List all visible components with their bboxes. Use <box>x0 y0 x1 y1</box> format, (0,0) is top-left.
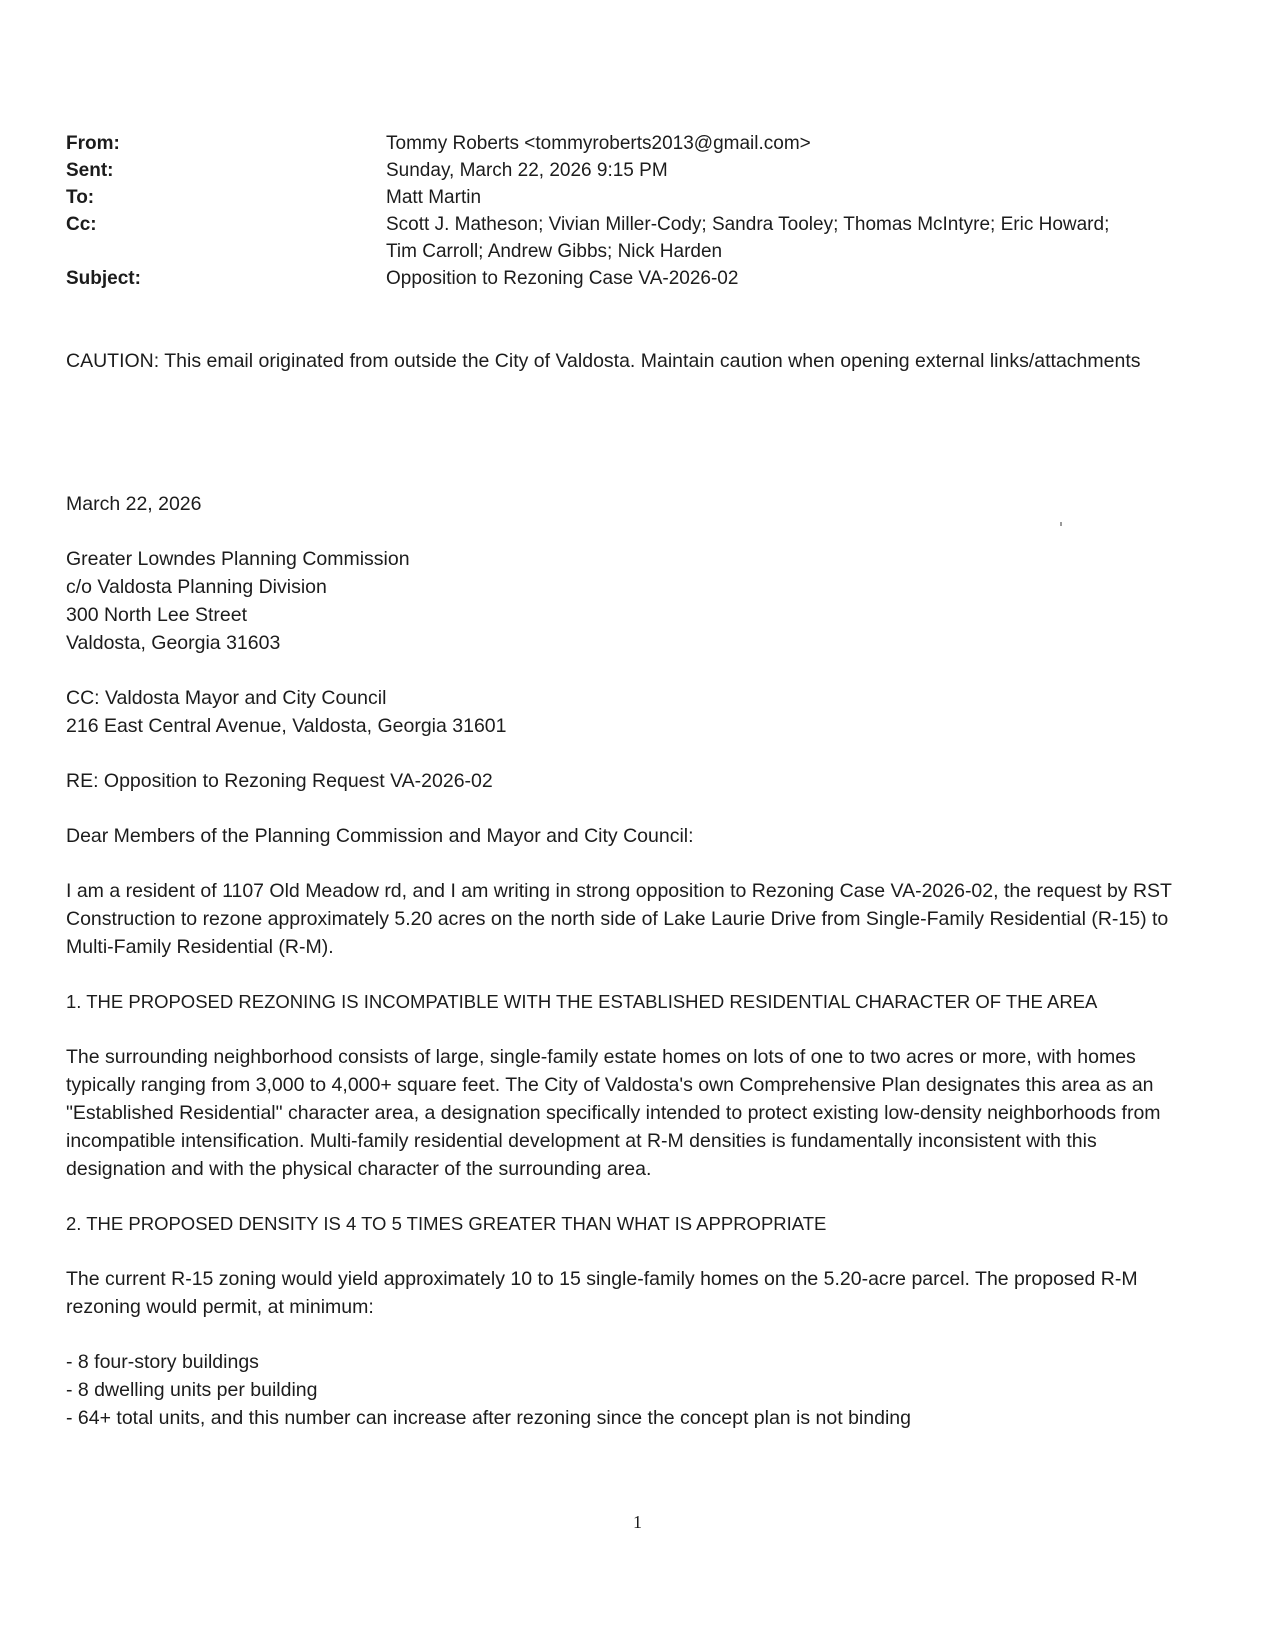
section1-heading: 1. THE PROPOSED REZONING IS INCOMPATIBLE WITH THE ESTABLISHED RESIDENTIAL CHARACTER OF THE AREA <box>66 991 1098 1012</box>
list-item: - 8 dwelling units per building <box>66 1379 318 1401</box>
re-line: RE: Opposition to Rezoning Request VA-2026-02 <box>66 770 493 792</box>
email-header <box>66 130 1186 292</box>
sent-row <box>66 157 1186 184</box>
recipient-address <box>66 545 1196 657</box>
cc-line: 216 East Central Avenue, Valdosta, Georgia 31601 <box>66 715 507 737</box>
subject-row <box>66 265 1186 292</box>
cc-value-line1: Scott J. Matheson; Vivian Miller-Cody; Sandra Tooley; Thomas McIntyre; Eric Howard; <box>386 214 1110 235</box>
to-label: To: <box>66 187 95 208</box>
recipient-line: 300 North Lee Street <box>66 604 248 626</box>
cc-value-line2: Tim Carroll; Andrew Gibbs; Nick Harden <box>386 241 723 262</box>
cc-value <box>386 211 1186 265</box>
letter-date: March 22, 2026 <box>66 493 202 515</box>
density-list <box>66 1348 1196 1432</box>
list-item: - 8 four-story buildings <box>66 1351 259 1373</box>
to-value: Matt Martin <box>386 187 482 208</box>
from-row <box>66 130 1186 157</box>
section2-body: The current R-15 zoning would yield approximately 10 to 15 single-family homes on the 5.20-acre parcel. The proposed R-M rezoning would permit, at minimum: <box>66 1268 1138 1318</box>
sent-value: Sunday, March 22, 2026 9:15 PM <box>386 160 668 181</box>
intro-paragraph: I am a resident of 1107 Old Meadow rd, and I am writing in strong opposition to Rezoning Case VA-2026-02, the request by RST Construction to rezone approximately 5.20 acres on the north side of Lake Laurie Drive from Single-Family Residential (R-15) to Multi-Family Residential (R-M). <box>66 880 1172 958</box>
subject-label: Subject: <box>66 268 141 289</box>
section1-body: The surrounding neighborhood consists of large, single-family estate homes on lots of one to two acres or more, with homes typically ranging from 3,000 to 4,000+ square feet. The City of Valdosta's own Comprehensive Plan designates this area as an "Established Residential" character area, a designation specifically intended to protect existing low-density neighborhoods from incompatible intensification. Multi-family residential development at R-M densities is fundamentally inconsistent with this designation and with the physical character of the surrounding area. <box>66 1046 1161 1180</box>
recipient-line: Greater Lowndes Planning Commission <box>66 548 410 570</box>
section2-heading: 2. THE PROPOSED DENSITY IS 4 TO 5 TIMES GREATER THAN WHAT IS APPROPRIATE <box>66 1213 827 1234</box>
caution-notice: CAUTION: This email originated from outside the City of Valdosta. Maintain caution when opening external links/attachments <box>66 350 1141 372</box>
recipient-line: Valdosta, Georgia 31603 <box>66 632 281 654</box>
cc-line: CC: Valdosta Mayor and City Council <box>66 687 387 709</box>
salutation: Dear Members of the Planning Commission and Mayor and City Council: <box>66 825 694 847</box>
subject-value: Opposition to Rezoning Case VA-2026-02 <box>386 268 739 289</box>
page-number: 1 <box>633 1512 642 1532</box>
sent-label: Sent: <box>66 160 114 181</box>
letter-body <box>66 490 1196 1432</box>
list-item: - 64+ total units, and this number can increase after rezoning since the concept plan is not binding <box>66 1407 911 1429</box>
from-value: Tommy Roberts <tommyroberts2013@gmail.com> <box>386 133 811 154</box>
recipient-line: c/o Valdosta Planning Division <box>66 576 327 598</box>
cc-row <box>66 211 1186 265</box>
cc-label: Cc: <box>66 214 97 235</box>
from-label: From: <box>66 133 120 154</box>
to-row <box>66 184 1186 211</box>
cc-address <box>66 684 1196 740</box>
